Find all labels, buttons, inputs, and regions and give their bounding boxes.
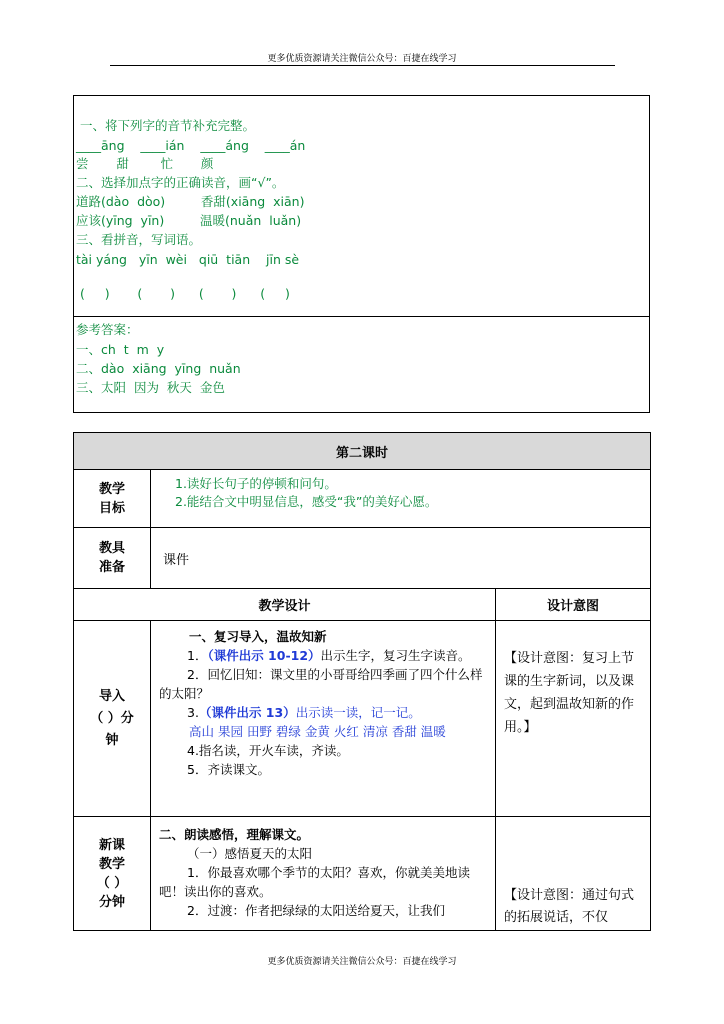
q2-line1: 道路(dào dòo) 香甜(xiāng xiān) bbox=[76, 194, 305, 209]
intro-step-1: 1．（课件出示 10-12）出示生字，复习生字读音。 bbox=[187, 648, 471, 663]
answer-1: 一、ch t m y bbox=[76, 342, 165, 357]
intro-step-4: 4.指名读，开火车读，齐读。 bbox=[187, 743, 349, 758]
intent-header: 设计意图 bbox=[495, 588, 651, 621]
goal-1: 1.读好长句子的停顿和问句。 bbox=[175, 476, 337, 491]
new-lesson-title: 二、朗读感悟，理解课文。 bbox=[159, 827, 310, 842]
new-lesson-intent: 【设计意图：通过句式的拓展说话，不仅 bbox=[495, 816, 651, 931]
new-lesson-step-1: 1．你最喜欢哪个季节的太阳？喜欢，你就美美地读吧！读出你的喜欢。 bbox=[159, 865, 470, 899]
q1-pinyin: ____āng ____ián ____áng ____án bbox=[76, 138, 306, 153]
intro-words: 高山 果园 田野 碧绿 金黄 火红 清凉 香甜 温暖 bbox=[189, 724, 446, 739]
header-rule bbox=[110, 65, 615, 66]
new-lesson-content bbox=[150, 816, 496, 931]
q1-title: 一、将下列字的音节补充完整。 bbox=[80, 118, 256, 133]
intro-step-2: 2．回忆旧知：课文里的小哥哥给四季画了四个什么样的太阳？ bbox=[159, 667, 483, 701]
lesson-title: 第二课时 bbox=[73, 432, 651, 470]
q1-chars: 尝 甜 忙 颜 bbox=[76, 156, 214, 171]
page-footer: 更多优质资源请关注微信公众号：百捷在线学习 bbox=[267, 957, 457, 967]
q3-blanks: ( ) ( ) ( ) ( ) bbox=[76, 286, 290, 301]
goals-label: 教学 目标 bbox=[73, 469, 151, 528]
intro-title: 一、复习导入，温故知新 bbox=[189, 629, 327, 644]
answer-title: 参考答案： bbox=[76, 322, 139, 337]
lesson-table bbox=[73, 432, 651, 931]
q2-title: 二、选择加点字的正确读音，画“√”。 bbox=[76, 175, 285, 190]
q3-title: 三、看拼音，写词语。 bbox=[76, 232, 202, 247]
tools-label: 教具 准备 bbox=[73, 527, 151, 589]
design-header: 教学设计 bbox=[73, 588, 496, 621]
intro-step-5: 5．齐读课文。 bbox=[187, 762, 270, 777]
new-lesson-label: 新课 教学 （ ） 分钟 bbox=[73, 816, 151, 931]
q3-pinyin: tài yáng yīn wèi qiū tiān jīn sè bbox=[76, 252, 300, 267]
new-lesson-sub: （一）感悟夏天的太阳 bbox=[187, 846, 313, 861]
answer-divider bbox=[74, 316, 649, 317]
intro-step-3: 3.（课件出示 13）出示读一读，记一记。 bbox=[187, 705, 421, 720]
exercise-box bbox=[73, 95, 650, 413]
goal-2: 2.能结合文中明显信息，感受“我”的美好心愿。 bbox=[175, 494, 438, 509]
intro-label: 导入 （ ）分 钟 bbox=[73, 620, 151, 817]
q2-line2: 应该(yīng yīn) 温暖(nuǎn luǎn) bbox=[76, 213, 302, 228]
goals-content bbox=[150, 469, 651, 528]
intro-intent: 【设计意图：复习上节课的生字新词，以及课文，起到温故知新的作用。】 bbox=[495, 620, 651, 817]
tools-content: 课件 bbox=[150, 527, 651, 589]
intro-content bbox=[150, 620, 496, 817]
answer-2: 二、dào xiāng yīng nuǎn bbox=[76, 361, 241, 376]
answer-3: 三、太阳 因为 秋天 金色 bbox=[76, 380, 225, 395]
page-header: 更多优质资源请关注微信公众号：百捷在线学习 bbox=[267, 54, 457, 64]
new-lesson-step-2: 2．过渡：作者把绿绿的太阳送给夏天，让我们 bbox=[187, 903, 445, 918]
